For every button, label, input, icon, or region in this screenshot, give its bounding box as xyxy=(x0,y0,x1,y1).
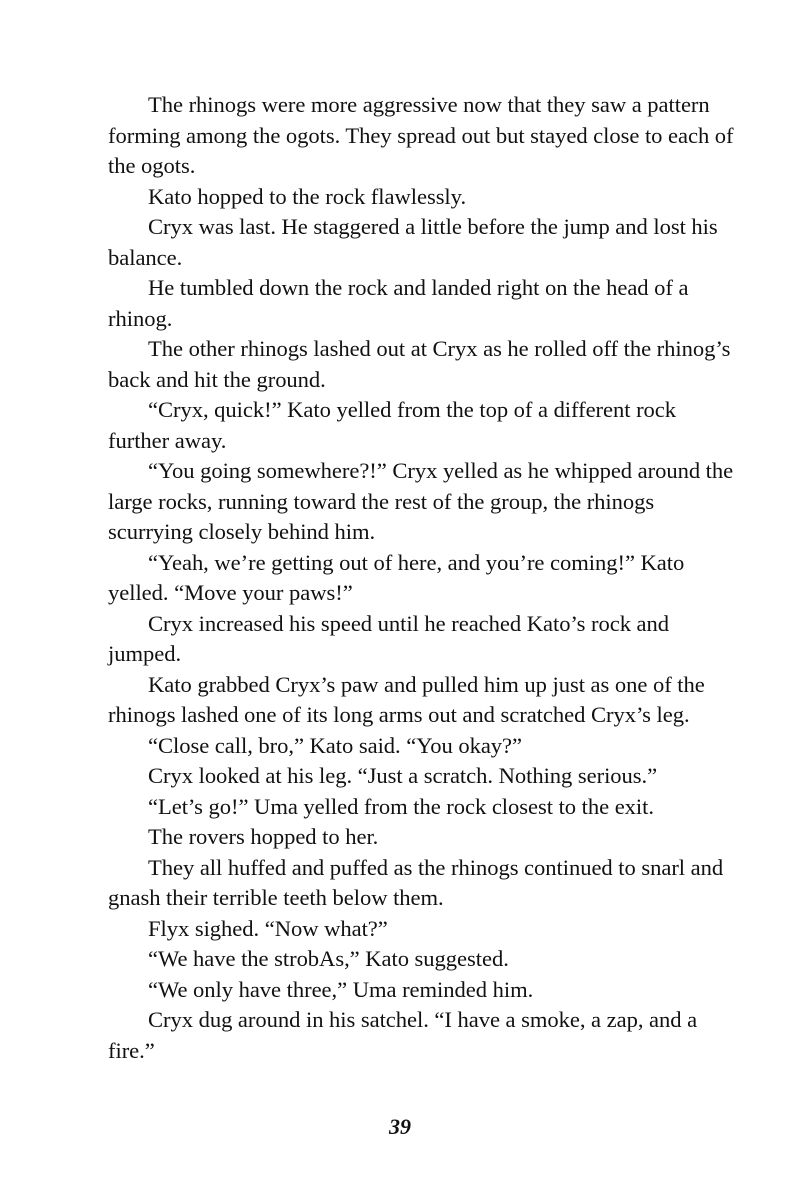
paragraph: Cryx increased his speed until he reached Kato’s rock and jumped. xyxy=(108,610,670,666)
paragraph: “We have the strobAs,” Kato suggested. xyxy=(148,946,509,971)
paragraph: Cryx was last. He staggered a little before the jump and lost his balance. xyxy=(108,214,718,270)
paragraph: “Cryx, quick!” Kato yelled from the top of a different rock further away. xyxy=(108,397,677,453)
paragraph: The rovers hopped to her. xyxy=(148,824,379,849)
page-number: 39 xyxy=(389,1114,411,1139)
page-body xyxy=(108,90,734,1066)
paragraph: “You going somewhere?!” Cryx yelled as he whipped around the large rocks, running toward the rest of the group, the rhinogs scurrying closely behind him. xyxy=(108,458,734,544)
paragraph: He tumbled down the rock and landed right on the head of a rhinog. xyxy=(108,275,689,331)
paragraph: Cryx dug around in his satchel. “I have a smoke, a zap, and a fire.” xyxy=(108,1007,698,1063)
paragraph: “Let’s go!” Uma yelled from the rock closest to the exit. xyxy=(148,793,654,819)
paragraph: Kato grabbed Cryx’s paw and pulled him up just as one of the rhinogs lashed one of its long arms out and scratched Cryx’s leg. xyxy=(108,671,705,727)
paragraph: Flyx sighed. “Now what?” xyxy=(148,915,388,941)
paragraph: The rhinogs were more aggressive now that they saw a pattern forming among the ogots. They spread out but stayed close to each of the ogots. xyxy=(108,92,734,178)
paragraph: The other rhinogs lashed out at Cryx as he rolled off the rhinog’s back and hit the ground. xyxy=(108,336,731,392)
paragraph: “Yeah, we’re getting out of here, and you’re coming!” Kato yelled. “Move your paws!” xyxy=(108,549,685,605)
paragraph: They all huffed and puffed as the rhinogs continued to snarl and gnash their terrible teeth below them. xyxy=(108,854,724,910)
paragraph: Kato hopped to the rock flawlessly. xyxy=(148,183,467,209)
paragraph: “Close call, bro,” Kato said. “You okay?” xyxy=(148,732,523,758)
paragraph: Cryx looked at his leg. “Just a scratch. Nothing serious.” xyxy=(148,763,658,788)
paragraph: “We only have three,” Uma reminded him. xyxy=(148,976,534,1002)
